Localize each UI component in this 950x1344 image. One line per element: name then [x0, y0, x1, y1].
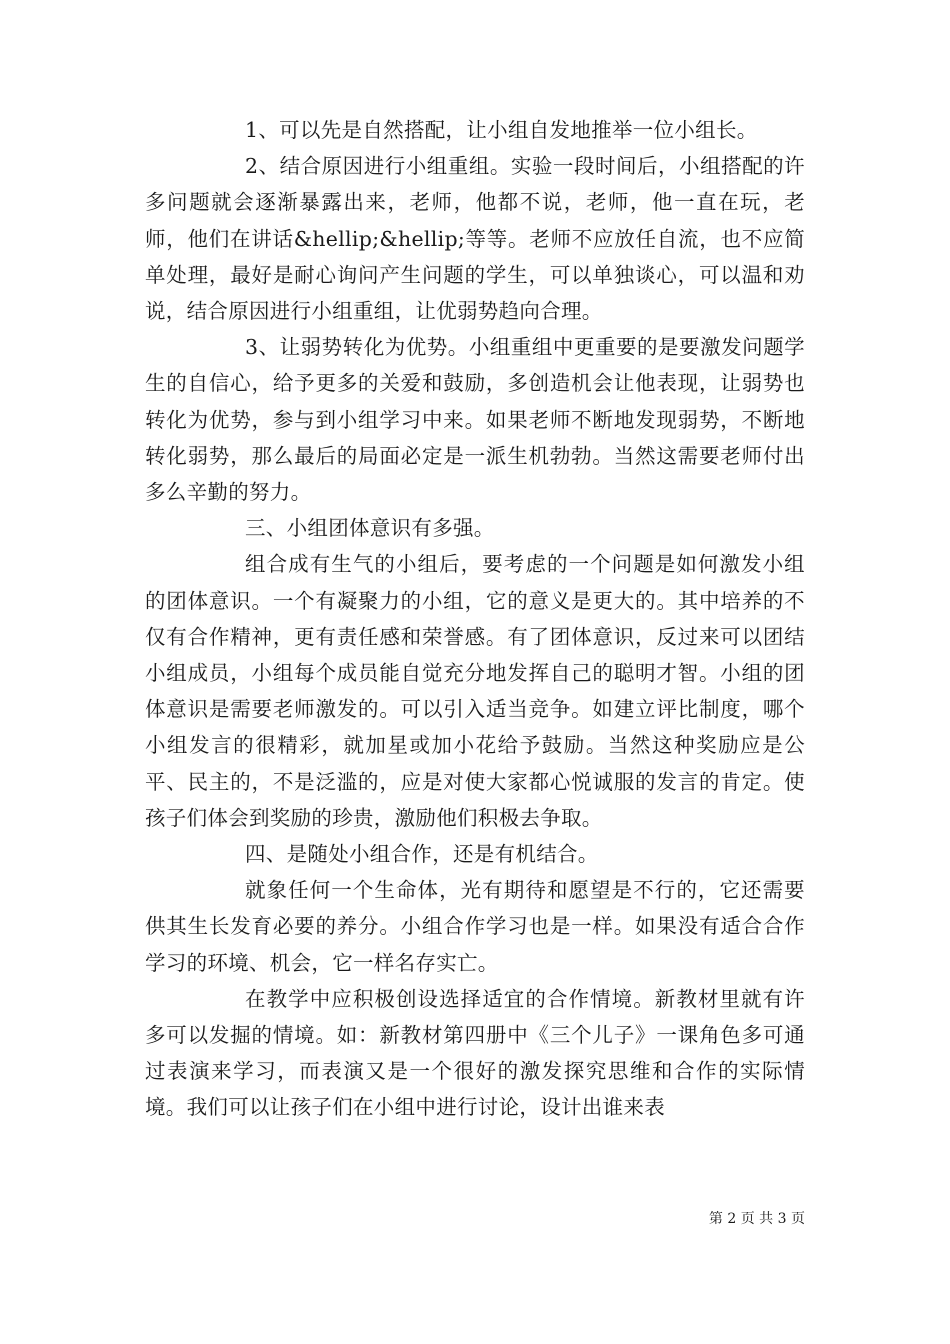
- section-heading-3: 三、小组团体意识有多强。: [245, 516, 495, 541]
- paragraph-4: 组合成有生气的小组后，要考虑的一个问题是如何激发小组的团体意识。一个有凝聚力的小组，它的意义是更大的。其中培养的不仅有合作精神，更有责任感和荣誉感。有了团体意识，反过来可以团结小组成员，小组每个成员能自觉充分地发挥自己的聪明才智。小组的团体意识是需要老师激发的。可以引入适当竞争。如建立评比制度，哪个小组发言的很精彩，就加星或加小花给予鼓励。当然这种奖励应是公平、民主的，不是泛滥的，应是对使大家都心悦诚服的发言的肯定。使孩子们体会到奖励的珍贵，激励他们积极去争取。: [145, 552, 805, 830]
- document-body: [145, 112, 805, 1126]
- section-heading-4: 四、是随处小组合作，还是有机结合。: [245, 842, 599, 867]
- paragraph-6: 在教学中应积极创设选择适宜的合作情境。新教材里就有许多可以发掘的情境。如：新教材第四册中《三个儿子》一课角色多可通过表演来学习，而表演又是一个很好的激发探究思维和合作的实际情境。我们可以让孩子们在小组中进行讨论，设计出谁来表: [145, 986, 805, 1120]
- paragraph-2: 2、结合原因进行小组重组。实验一段时间后，小组搭配的许多问题就会逐渐暴露出来，老师，他都不说，老师，他一直在玩，老师，他们在讲话&hellip;&hellip;等等。老师不应放任自流，也不应简单处理，最好是耐心询问产生问题的学生，可以单独谈心，可以温和劝说，结合原因进行小组重组，让优弱势趋向合理。: [145, 154, 805, 324]
- paragraph-5: 就象任何一个生命体，光有期待和愿望是不行的，它还需要供其生长发育必要的养分。小组合作学习也是一样。如果没有适合合作学习的环境、机会，它一样名存实亡。: [145, 878, 805, 975]
- paragraph-3: 3、让弱势转化为优势。小组重组中更重要的是要激发问题学生的自信心，给予更多的关爱和鼓励，多创造机会让他表现，让弱势也转化为优势，参与到小组学习中来。如果老师不断地发现弱势，不断地转化弱势，那么最后的局面必定是一派生机勃勃。当然这需要老师付出多么辛勤的努力。: [145, 335, 805, 505]
- page-number-footer: 第 2 页 共 3 页: [708, 1211, 805, 1227]
- paragraph-1: 1、可以先是自然搭配，让小组自发地推举一位小组长。: [245, 118, 758, 142]
